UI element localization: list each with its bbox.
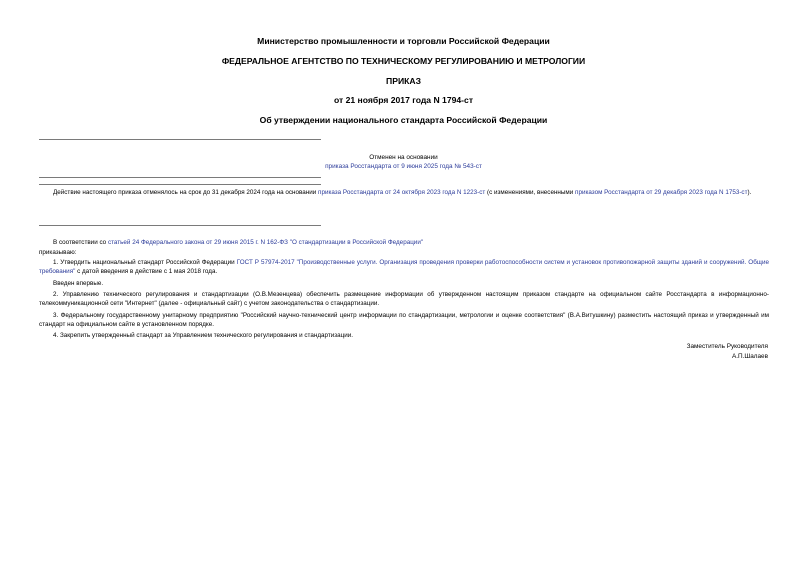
paragraph-1-text: 1. Утвердить национальный стандарт Российской Федерации	[53, 259, 235, 266]
order-word: приказываю:	[39, 249, 77, 256]
suspension-link-order-1753[interactable]: приказом Росстандарта от 29 декабря 2023 года N 1753-ст	[575, 189, 748, 196]
document-date-number: от 21 ноября 2017 года N 1794-ст	[333, 95, 474, 105]
gost-standard-link[interactable]: ГОСТ Р 57974-2017 "Производственные услуги. Организация проведения проверки работоспособности систем и установок противопожарной защиты зданий и сооружений. Общие требования"	[39, 259, 770, 276]
cancel-note-link[interactable]: приказа Росстандарта от 9 июня 2025 года № 543-ст	[325, 163, 482, 170]
suspension-text: ).	[747, 189, 752, 196]
ministry-name: Министерство промышленности и торговли Российской Федерации	[257, 36, 550, 46]
paragraph-1	[39, 258, 769, 276]
suspension-link-order-1223[interactable]: приказа Росстандарта от 24 октября 2023 года N 1223-ст	[318, 189, 486, 196]
cancel-note-text: Отменен на основании	[369, 154, 438, 161]
agency-name: ФЕДЕРАЛЬНОЕ АГЕНТСТВО ПО ТЕХНИЧЕСКОМУ РЕГУЛИРОВАНИЮ И МЕТРОЛОГИИ	[221, 56, 586, 66]
separator-line	[39, 177, 321, 178]
signer-position: Заместитель Руководителя	[686, 343, 768, 350]
law-article-link[interactable]: статьей 24 Федерального закона от 29 июня 2015 г. N 162-ФЗ "О стандартизации в Российской Федерации"	[107, 239, 424, 246]
separator-line	[39, 184, 321, 185]
paragraph-4: 4. Закрепить утвержденный стандарт за Управлением технического регулирования и стандартизации.	[53, 332, 354, 339]
separator-line	[39, 225, 321, 226]
document-type: ПРИКАЗ	[386, 76, 421, 86]
paragraph-1-tail: с датой введения в действие с 1 мая 2018 года.	[77, 268, 218, 276]
signer-name: А.П.Шалаев	[731, 353, 768, 360]
suspension-text: (с изменениями, внесенными	[487, 189, 574, 196]
intro-text: В соответствии со	[53, 239, 107, 246]
paragraph-2: 2. Управлению технического регулирования и стандартизации (О.В.Мезенцева) обеспечить размещение информации об утвержденном настоящим приказом стандарте на официальном сайте Росстандарта в информационно-телекоммуникационной сети "Интернет" (далее - официальный сайт) с учетом законодательства о стандартизации.	[39, 291, 769, 308]
separator-line	[39, 139, 321, 140]
suspension-note	[39, 188, 769, 197]
suspension-text: Действие настоящего приказа отменялось на срок до 31 декабря 2024 года на основании	[53, 189, 317, 196]
first-introduced-note: Введен впервые.	[53, 280, 104, 287]
intro-paragraph	[39, 238, 769, 247]
document-subject: Об утверждении национального стандарта Российской Федерации	[259, 115, 548, 125]
paragraph-3: 3. Федеральному государственному унитарному предприятию "Российский научно-технический центр информации по стандартизации, метрологии и оценке соответствия" (В.А.Витушкину) разместить настоящий приказ и утвержденный им стандарт на официальном сайте в установленном порядке.	[39, 312, 769, 329]
